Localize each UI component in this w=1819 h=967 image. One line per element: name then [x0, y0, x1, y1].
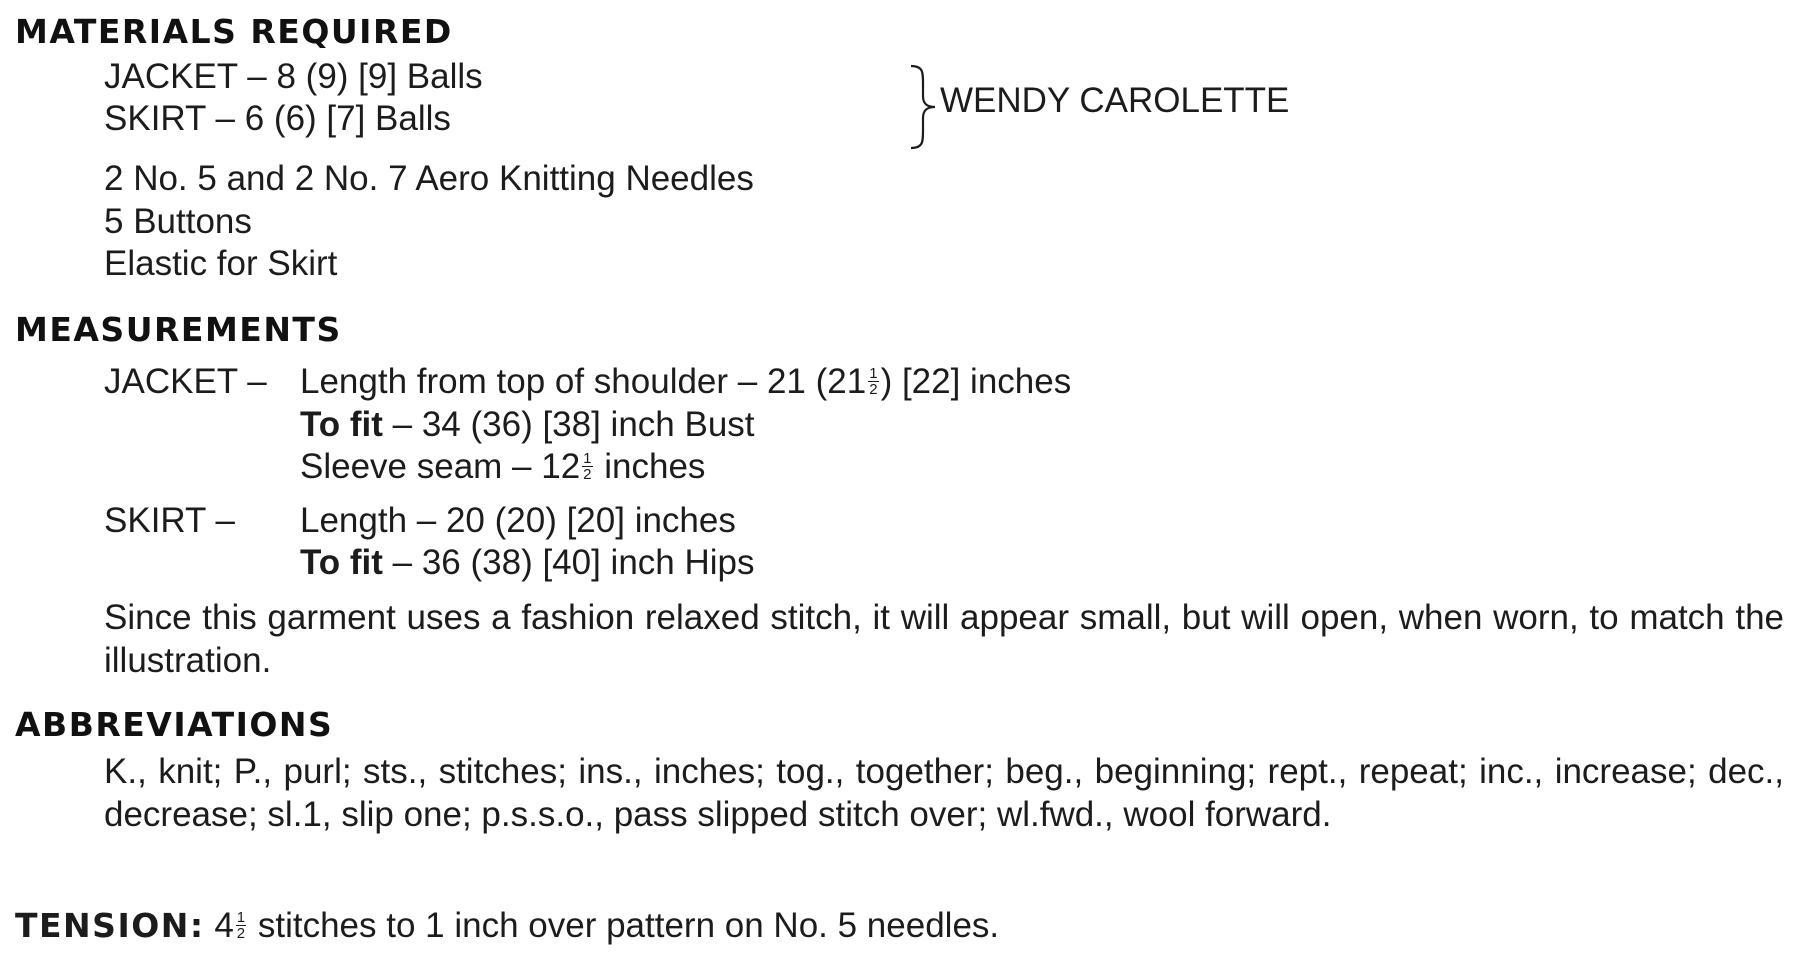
abbreviations-heading: ABBREVIATIONS [15, 705, 334, 744]
jacket-label: JACKET – [104, 362, 267, 401]
skirt-length-line: Length – 20 (20) [20] inches [300, 501, 736, 540]
jacket-balls-line: JACKET – 8 (9) [9] Balls [104, 57, 483, 96]
jacket-length-line [300, 361, 1071, 403]
skirt-fit-line [300, 542, 755, 584]
half-fraction: $\frac{1}{2}$ [869, 365, 878, 399]
elastic-line: Elastic for Skirt [104, 244, 338, 283]
to-fit-label: To fit [300, 405, 383, 444]
sleeve-seam-line [300, 446, 705, 488]
jacket-length-text: Length from top of shoulder – 21 (21 [300, 362, 867, 401]
skirt-label: SKIRT – [104, 501, 235, 540]
skirt-balls-line: SKIRT – 6 (6) [7] Balls [104, 99, 451, 138]
half-fraction: $\frac{1}{2}$ [583, 450, 592, 484]
half-fraction: $\frac{1}{2}$ [236, 909, 246, 943]
yarn-name: WENDY CAROLETTE [940, 81, 1290, 120]
sleeve-seam-text: Sleeve seam – 12 [300, 447, 581, 486]
tension-line [15, 905, 999, 947]
curly-brace-icon [905, 62, 945, 152]
jacket-length-suffix: ) [22] inches [880, 362, 1072, 401]
jacket-fit-line [300, 404, 755, 446]
abbreviations-paragraph: K., knit; P., purl; sts., stitches; ins., inches; tog., together; beg., beginning; rept., repeat; inc., increase; dec., decrease; sl.1, slip one; p.s.s.o., pass slipped stitch over; wl.fwd., wool forward. [104, 752, 1784, 834]
tension-text-prefix: 4 [204, 906, 234, 945]
sleeve-seam-suffix: inches [594, 447, 706, 486]
materials-heading: MATERIALS REQUIRED [15, 12, 453, 51]
fit-note-paragraph: Since this garment uses a fashion relaxed stitch, it will appear small, but will open, when worn, to match the illustration. [104, 598, 1784, 680]
jacket-fit-text: – 34 (36) [38] inch Bust [382, 405, 755, 444]
buttons-line: 5 Buttons [104, 202, 252, 241]
measurements-heading: MEASUREMENTS [15, 310, 342, 349]
to-fit-label: To fit [300, 543, 383, 582]
needles-line: 2 No. 5 and 2 No. 7 Aero Knitting Needles [104, 159, 754, 198]
tension-text: stitches to 1 inch over pattern on No. 5 needles. [248, 906, 1000, 945]
skirt-fit-text: – 36 (38) [40] inch Hips [382, 543, 755, 582]
tension-heading: TENSION: [15, 906, 205, 945]
